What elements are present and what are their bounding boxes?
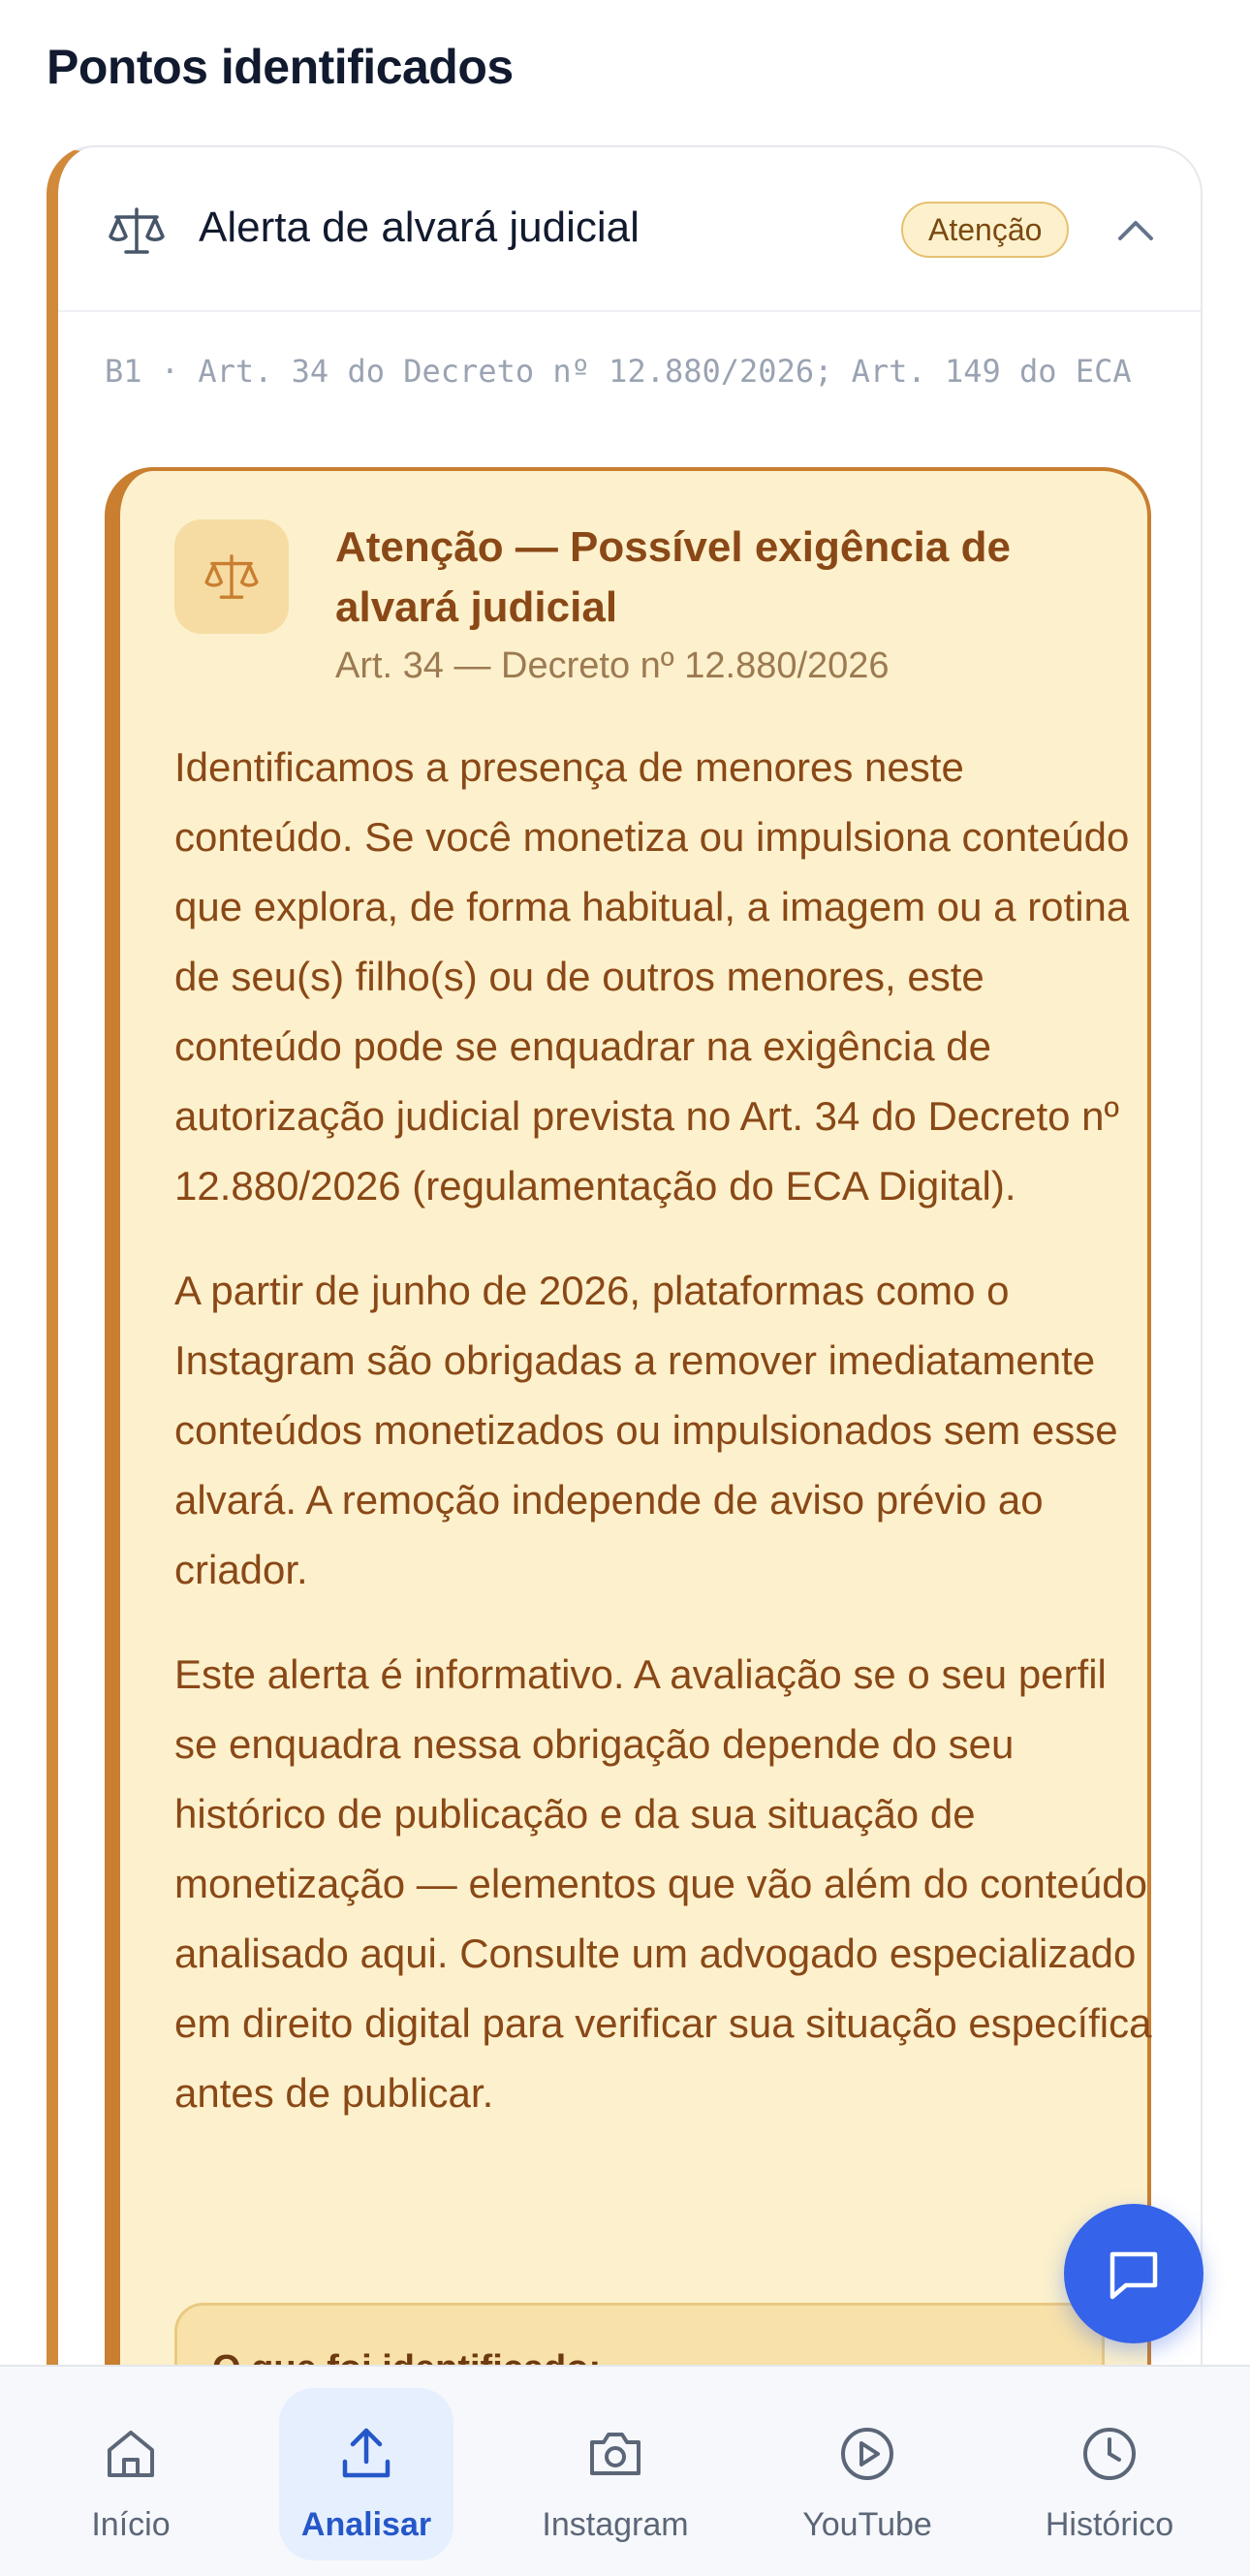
nav-label: Histórico <box>1045 2506 1174 2543</box>
alert-subtitle: Art. 34 — Decreto nº 12.880/2026 <box>335 645 890 686</box>
scale-icon <box>203 552 260 601</box>
alert-title: Atenção — Possível exigência de alvará judicial <box>335 523 1011 631</box>
alert-paragraph: A partir de junho de 2026, plataformas como o Instagram são obrigadas a remover imediatamente conteúdos monetizados ou impulsionados sem esse alvará. A remoção independe de aviso prévio ao criador. <box>174 1268 1118 1592</box>
nav-item-youtube[interactable] <box>780 2388 954 2560</box>
nav-item-instagram[interactable] <box>528 2388 703 2560</box>
nav-label: Instagram <box>542 2506 689 2543</box>
nav-label: YouTube <box>802 2506 932 2543</box>
nav-label: Início <box>91 2506 171 2543</box>
alert-paragraph: Identificamos a presença de menores neste conteúdo. Se você monetiza ou impulsiona conteúdo que explora, de forma habitual, a imagem ou a rotina de seu(s) filho(s) ou de outros menores, este conteúdo pode se enquadrar na exigência de autorização judicial prevista no Art. 34 do Decreto nº 12.880/2026 (regulamentação do ECA Digital). <box>174 744 1130 1209</box>
alert-icon-container <box>174 519 289 634</box>
nav-item-analisar[interactable] <box>279 2388 453 2560</box>
severity-badge: Atenção <box>901 202 1069 258</box>
finding-title: Alerta de alvará judicial <box>199 204 640 251</box>
finding-card-header[interactable] <box>58 147 1201 312</box>
chevron-up-icon[interactable] <box>1114 215 1157 244</box>
finding-card <box>47 145 1203 2471</box>
nav-item-inicio[interactable] <box>44 2388 218 2560</box>
clock-icon <box>1080 2425 1139 2483</box>
home-icon <box>102 2425 160 2483</box>
alert-paragraph: Este alerta é informativo. A avaliação se o seu perfil se enquadra nessa obrigação depende do seu histórico de publicação e da sua situação de monetização — elementos que vão além do conteúdo analisado aqui. Consulte um advogado especializado em direito digital para verificar sua situação específica antes de publicar. <box>174 1651 1152 2116</box>
section-title: Pontos identificados <box>47 40 514 94</box>
legal-reference: B1 · Art. 34 do Decreto nº 12.880/2026; Art. 149 do ECA <box>105 353 1132 390</box>
upload-icon <box>337 2425 395 2483</box>
chat-button[interactable] <box>1064 2204 1203 2343</box>
alert-box <box>105 467 1151 2471</box>
camera-icon <box>586 2425 644 2483</box>
bottom-navigation <box>0 2365 1250 2576</box>
play-icon <box>838 2425 896 2483</box>
chat-icon <box>1105 2245 1163 2303</box>
nav-item-historico[interactable] <box>1022 2388 1197 2560</box>
nav-label: Analisar <box>300 2506 432 2543</box>
alert-body <box>174 733 1153 2163</box>
scale-icon <box>109 205 165 256</box>
